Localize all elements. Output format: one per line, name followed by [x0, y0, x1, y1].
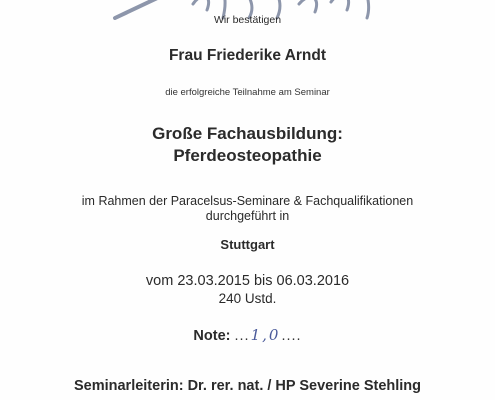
grade-dots-after: .... [281, 328, 302, 344]
framework-line2: durchgeführt in [205, 209, 290, 223]
course-title-line2: Pferdeosteopathie [173, 146, 322, 165]
seminar-leader: Seminarleiterin: Dr. rer. nat. / HP Severine Stehling [73, 378, 422, 394]
participation-text: die erfolgreiche Teilnahme am Seminar [165, 87, 330, 98]
course-title-line1: Große Fachausbildung: [152, 124, 343, 143]
recipient-name: Frau Friederike Arndt [168, 47, 327, 64]
seminar-hours: 240 Ustd. [218, 291, 277, 306]
confirm-text: Wir bestätigen [213, 14, 282, 26]
grade-value-handwritten: 1,0 [250, 326, 281, 344]
grade-dots-before: ... [234, 328, 250, 344]
framework-line1: im Rahmen der Paracelsus-Seminare & Fachqualifikationen [81, 194, 414, 208]
seminar-period: vom 23.03.2015 bis 06.03.2016 [145, 273, 350, 289]
grade-row [0, 326, 495, 344]
grade-label: Note: [193, 328, 231, 344]
seminar-city: Stuttgart [220, 237, 275, 252]
